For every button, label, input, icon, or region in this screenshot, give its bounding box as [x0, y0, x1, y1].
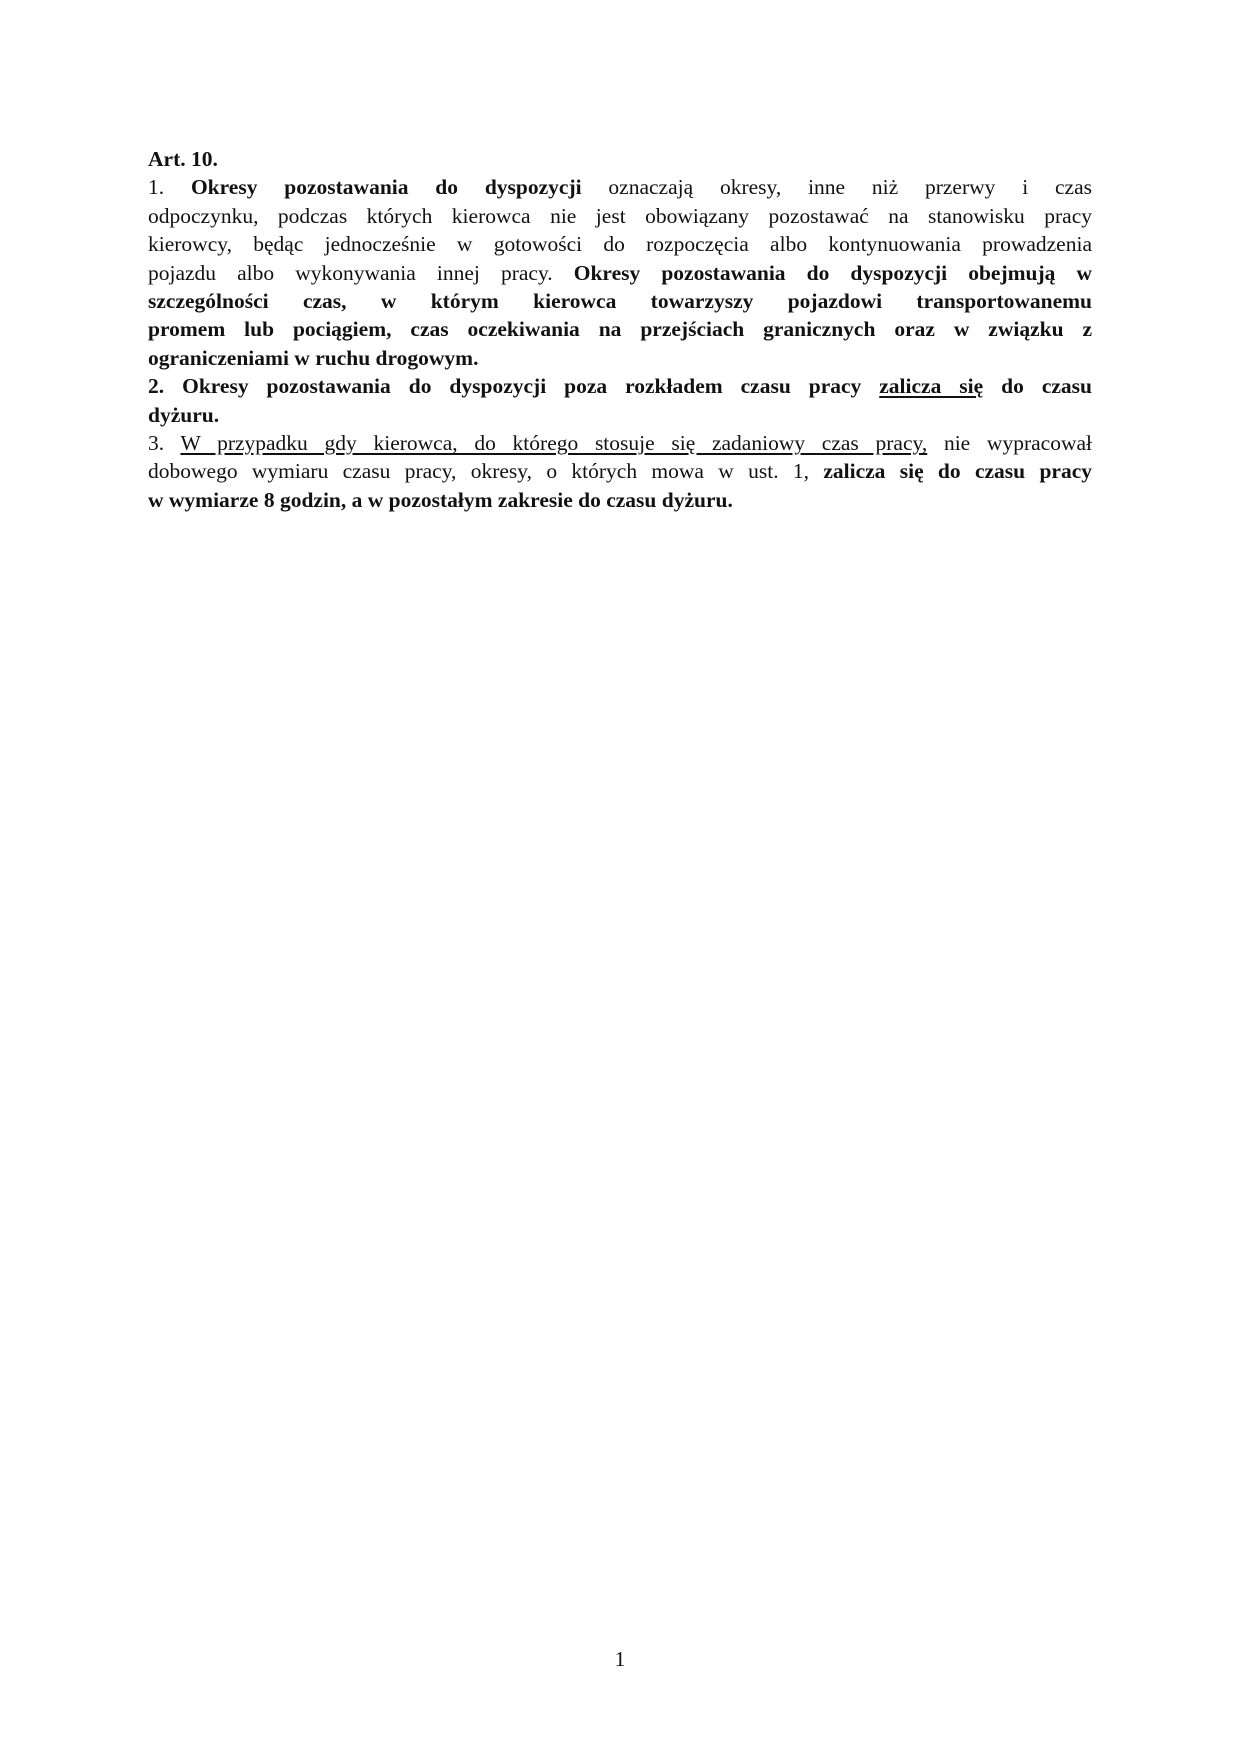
text-line: [148, 287, 1092, 315]
page-number: 1: [614, 1647, 626, 1671]
text-run: ograniczeniami w ruchu drogowym.: [148, 345, 479, 370]
text-run: w wymiarze 8 godzin, a w pozostałym zakresie do czasu dyżuru.: [148, 487, 733, 512]
article-body: [148, 173, 1092, 514]
text-run: Okresy pozostawania do dyspozycji obejmują w: [573, 260, 1092, 285]
text-line: [148, 259, 1092, 287]
article-content: [148, 145, 1092, 514]
text-line: [148, 457, 1092, 485]
text-run: W przypadku gdy kierowca, do którego stosuje się zadaniowy czas pracy,: [180, 431, 928, 456]
text-run: Okresy pozostawania do dyspozycji: [190, 175, 582, 200]
text-line: [148, 429, 1092, 457]
article-heading: Art. 10.: [148, 147, 218, 171]
text-run: odpoczynku, podczas których kierowca nie jest obowiązany pozostawać na stanowisku pracy: [148, 203, 1092, 228]
paragraph-1: [148, 173, 1092, 372]
text-run: 3.: [148, 431, 181, 456]
paragraph-3: [148, 429, 1092, 514]
text-line: [148, 372, 1092, 400]
text-line: [148, 230, 1092, 258]
text-run: dobowego wymiaru czasu pracy, okresy, o których mowa w ust. 1,: [148, 459, 824, 484]
text-line: [148, 401, 1092, 429]
text-line: [148, 173, 1092, 201]
paragraph-2: [148, 372, 1092, 429]
text-run: 1.: [148, 175, 191, 200]
text-run: oznaczają okresy, inne niż przerwy i czas: [581, 175, 1093, 200]
text-line: [148, 202, 1092, 230]
text-run: zalicza się do czasu pracy: [823, 459, 1092, 484]
text-run: dyżuru.: [148, 402, 220, 427]
text-run: pojazdu albo wykonywania innej pracy.: [148, 260, 574, 285]
text-run: nie wypracował: [927, 431, 1092, 456]
text-line: [148, 486, 1092, 514]
text-run: szczególności czas, w którym kierowca towarzyszy pojazdowi transportowanemu: [148, 289, 1092, 314]
text-run: promem lub pociągiem, czas oczekiwania na przejściach granicznych oraz w związku z: [148, 317, 1092, 342]
text-line: [148, 344, 1092, 372]
text-line: [148, 315, 1092, 343]
text-run: do czasu: [983, 374, 1092, 399]
text-run: 2. Okresy pozostawania do dyspozycji poza rozkładem czasu pracy: [148, 374, 880, 399]
text-run: kierowcy, będąc jednocześnie w gotowości do rozpoczęcia albo kontynuowania prowadzenia: [148, 232, 1092, 257]
text-run: zalicza się: [879, 374, 984, 399]
